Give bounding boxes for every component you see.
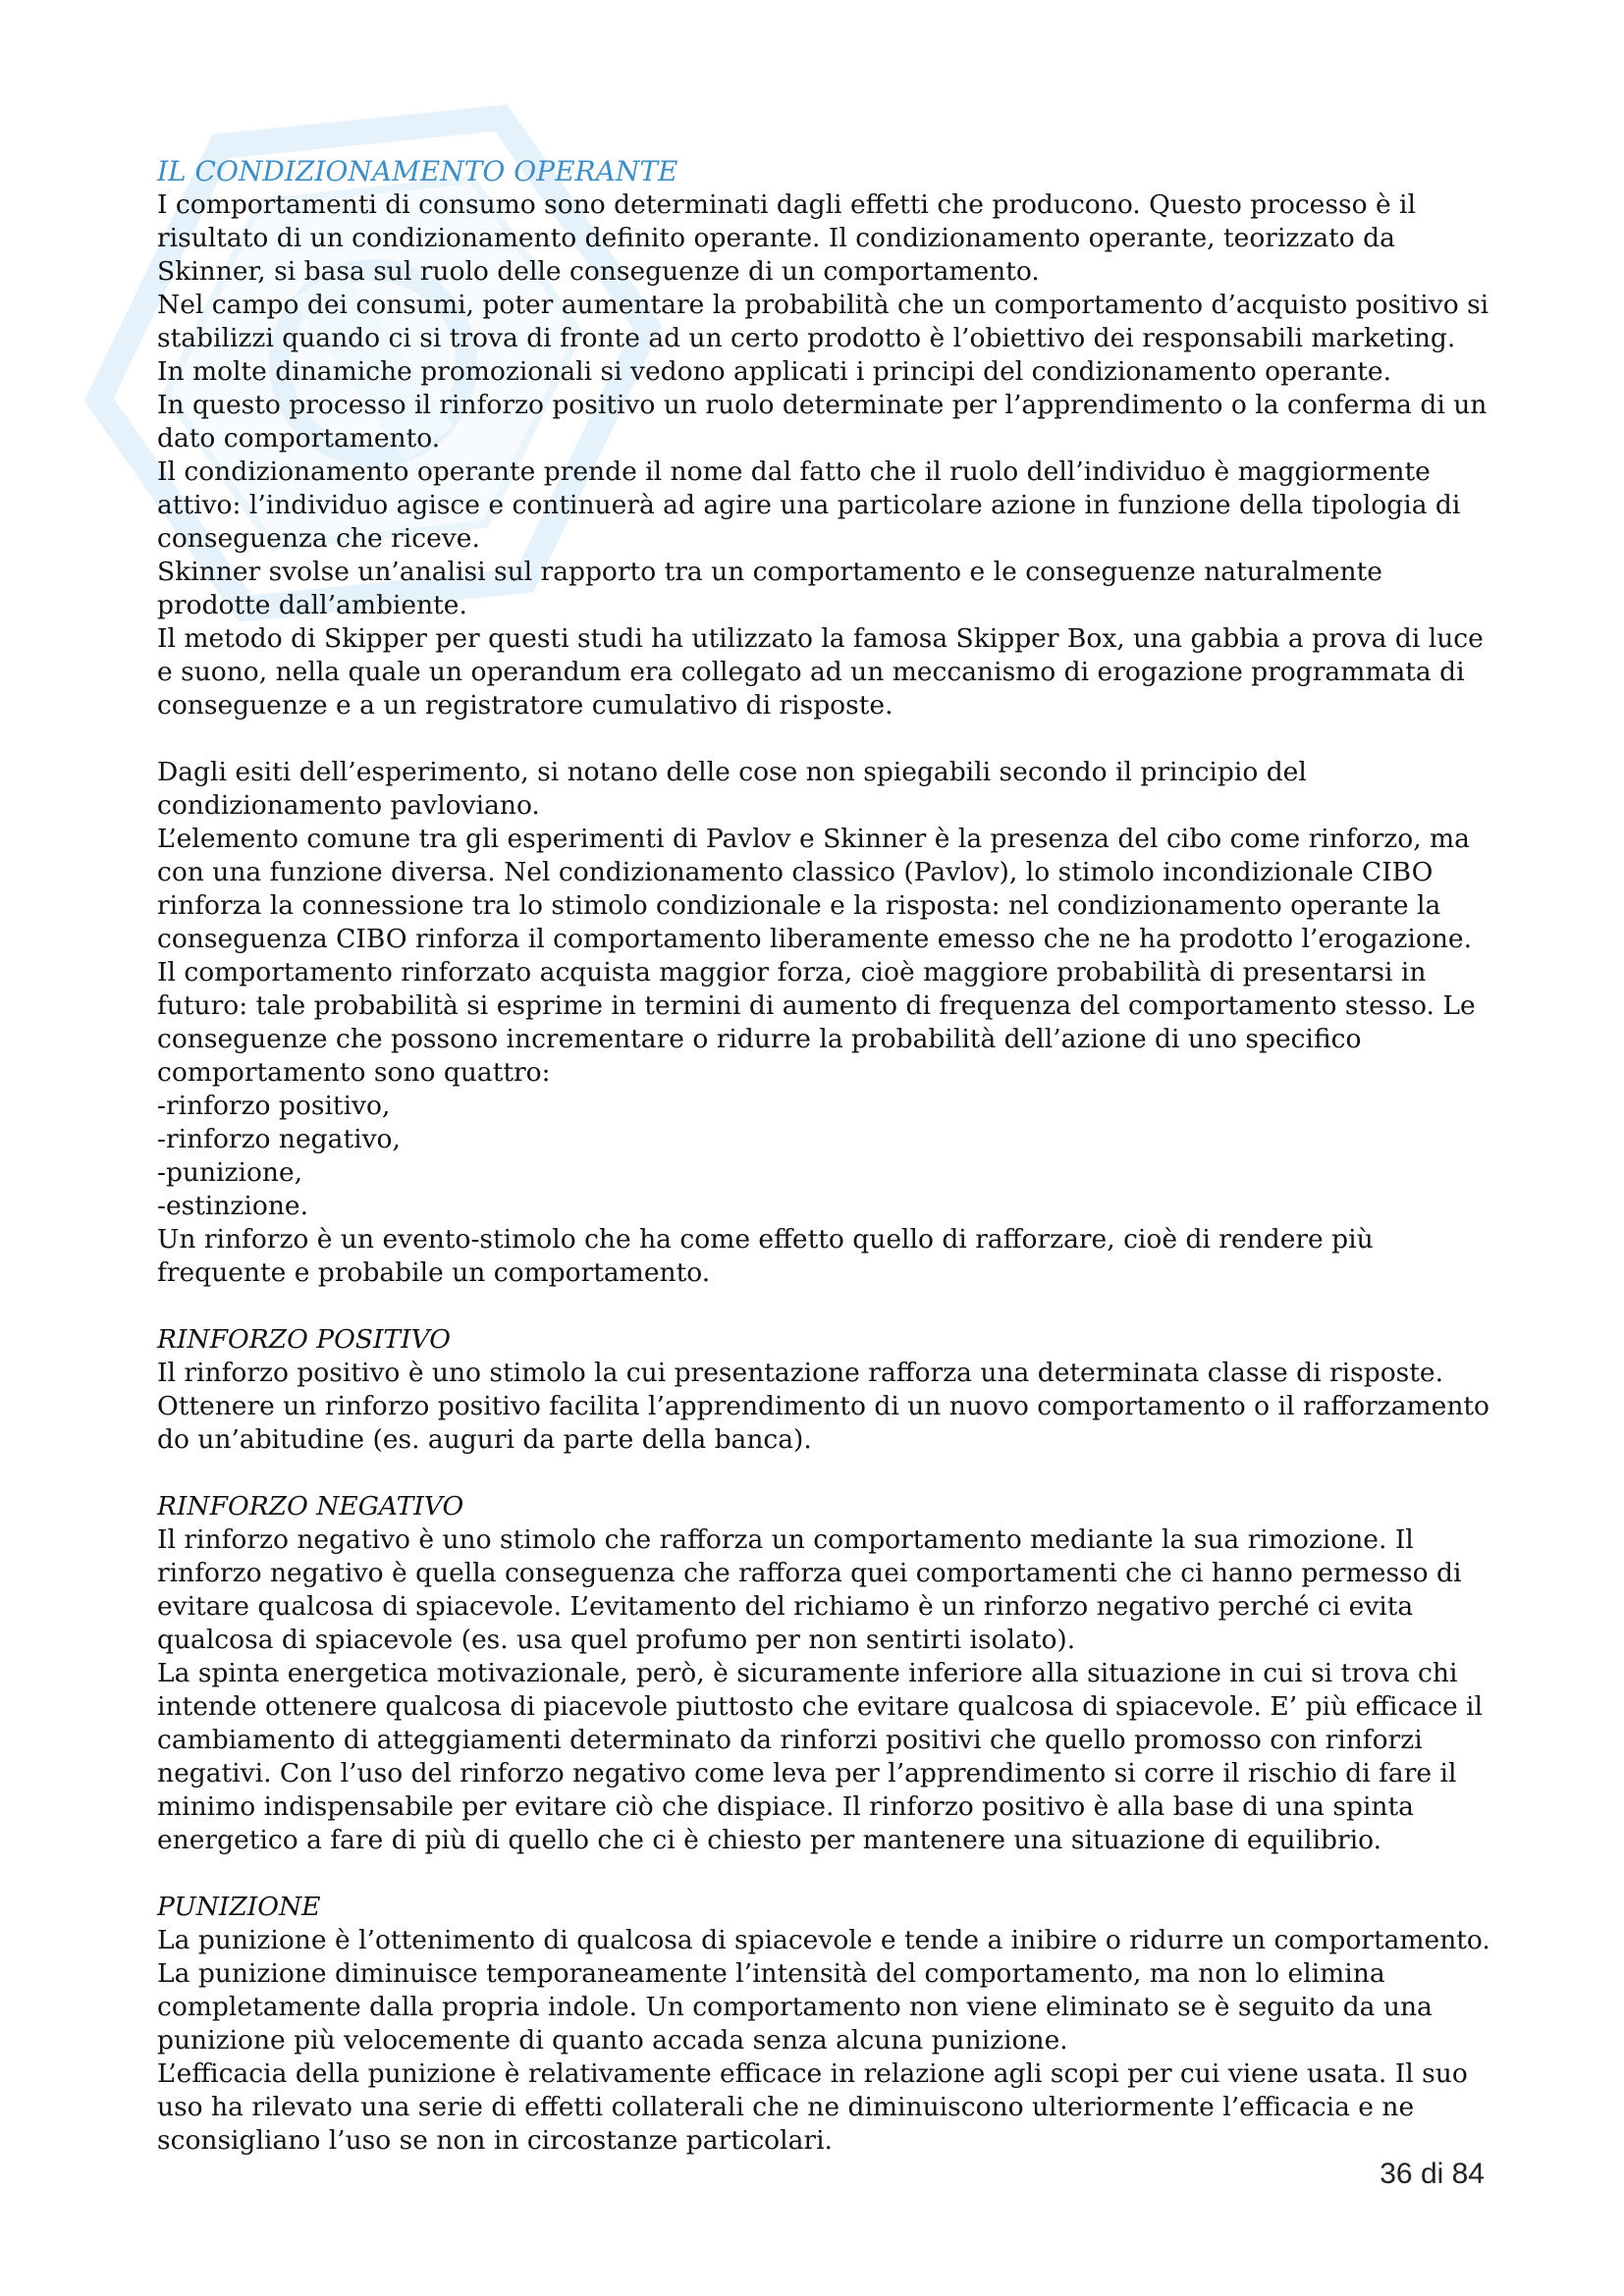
experiment-paragraph: L’elemento comune tra gli esperimenti di Pavlov e Skinner è la presenza del cibo come rinforzo, ma con una funzione diversa. Nel condizionamento classico (Pavlov), lo stimolo incondizionale CIBO rinforza la connessione tra lo stimolo condizionale e la risposta: nel condizionamento operante la conseguenza CIBO rinforza il comportamento liberamente emesso che ne ha prodotto l’erogazione. Il comportamento rinforzato acquista maggior forza, cioè maggiore probabilità di presentarsi in futuro: tale probabilità si esprime in termini di aumento di frequenza del comportamento stesso. Le conseguenze che possono incrementare o ridurre la probabilità dell’azione di uno specifico comportamento sono quattro: (157, 824, 1476, 1088)
negative-reinforcement-paragraph: La spinta energetica motivazionale, però, è sicuramente inferiore alla situazione in cui si trova chi intende ottenere qualcosa di piacevole piuttosto che evitare qualcosa di spiacevole. E’ più efficace il cambiamento di atteggiamenti determinato da rinforzi positivi che quello promosso con rinforzi negativi. Con l’uso del rinforzo negativo come leva per l’apprendimento si corre il rischio di fare il minimo indispensabile per evitare ciò che dispiace. Il rinforzo positivo è alla base di una spinta energetico a fare di più di quello che ci è chiesto per mantenere una situazione di equilibrio. (157, 1658, 1483, 1855)
intro-paragraph: In questo processo il rinforzo positivo un ruolo determinate per l’apprendimento o la conferma di un dato comportamento. (157, 390, 1488, 454)
intro-paragraph: I comportamenti di consumo sono determinati dagli effetti che producono. Questo processo è il risultato di un condizionamento definito operante. Il condizionamento operante, teorizzato da Skinner, si basa sul ruolo delle conseguenze di un comportamento. (157, 189, 1417, 287)
list-item: -estinzione. (157, 1191, 308, 1221)
experiment-paragraph: Dagli esiti dell’esperimento, si notano delle cose non spiegabili secondo il principio del condizionamento pavloviano. (157, 757, 1307, 821)
intro-paragraph: Skinner svolse un’analisi sul rapporto tra un comportamento e le conseguenze naturalmente prodotte dall’ambiente. (157, 557, 1382, 620)
negative-reinforcement-heading: RINFORZO NEGATIVO (157, 1491, 464, 1522)
negative-reinforcement-paragraph: Il rinforzo negativo è uno stimolo che rafforza un comportamento mediante la sua rimozione. Il rinforzo negativo è quella conseguenza che rafforza quei comportamenti che ci hanno permesso di evitare qualcosa di spiacevole. L’evitamento del richiamo è un rinforzo negativo perché ci evita qualcosa di spiacevole (es. usa quel profumo per non sentirti isolato). (157, 1524, 1462, 1655)
intro-paragraph: Il condizionamento operante prende il nome dal fatto che il ruolo dell’individuo è maggiormente attivo: l’individuo agisce e continuerà ad agire una particolare azione in funzione della tipologia di conseguenza che riceve. (157, 456, 1461, 554)
punishment-heading: PUNIZIONE (157, 1892, 321, 1922)
list-item: -rinforzo positivo, (157, 1091, 391, 1121)
intro-paragraph: Nel campo dei consumi, poter aumentare la probabilità che un comportamento d’acquisto positivo si stabilizzi quando ci si trova di fronte ad un certo prodotto è l’obiettivo dei responsabili marketing. (157, 290, 1489, 353)
page-number: 36 di 84 (1380, 2158, 1485, 2190)
section-title: IL CONDIZIONAMENTO OPERANTE (157, 155, 678, 187)
list-item: -punizione, (157, 1157, 303, 1188)
intro-paragraph: In molte dinamiche promozionali si vedono applicati i principi del condizionamento operante. (157, 356, 1392, 387)
document-page (157, 155, 1492, 2158)
punishment-paragraph: La punizione è l’ottenimento di qualcosa di spiacevole e tende a inibire o ridurre un comportamento. La punizione diminuisce temporaneamente l’intensità del comportamento, ma non lo elimina completamente dalla propria indole. Un comportamento non viene eliminato se è seguito da una punizione più velocemente di quanto accada senza alcuna punizione. (157, 1925, 1490, 2056)
positive-reinforcement-paragraph: Il rinforzo positivo è uno stimolo la cui presentazione rafforza una determinata classe di risposte. Ottenere un rinforzo positivo facilita l’apprendimento di un nuovo comportamento o il rafforzamento do un’abitudine (es. auguri da parte della banca). (157, 1358, 1489, 1455)
intro-paragraph: Il metodo di Skipper per questi studi ha utilizzato la famosa Skipper Box, una gabbia a prova di luce e suono, nella quale un operandum era collegato ad un meccanismo di erogazione programmata di conseguenze e a un registratore cumulativo di risposte. (157, 623, 1484, 721)
experiment-paragraph: Un rinforzo è un evento-stimolo che ha come effetto quello di rafforzare, cioè di rendere più frequente e probabile un comportamento. (157, 1224, 1374, 1288)
positive-reinforcement-heading: RINFORZO POSITIVO (157, 1324, 451, 1355)
list-item: -rinforzo negativo, (157, 1124, 401, 1154)
punishment-paragraph: L’efficacia della punizione è relativamente efficace in relazione agli scopi per cui viene usata. Il suo uso ha rilevato una serie di effetti collaterali che ne diminuiscono ulteriormente l’efficacia e ne sconsigliano l’uso se non in circostanze particolari. (157, 2058, 1468, 2156)
